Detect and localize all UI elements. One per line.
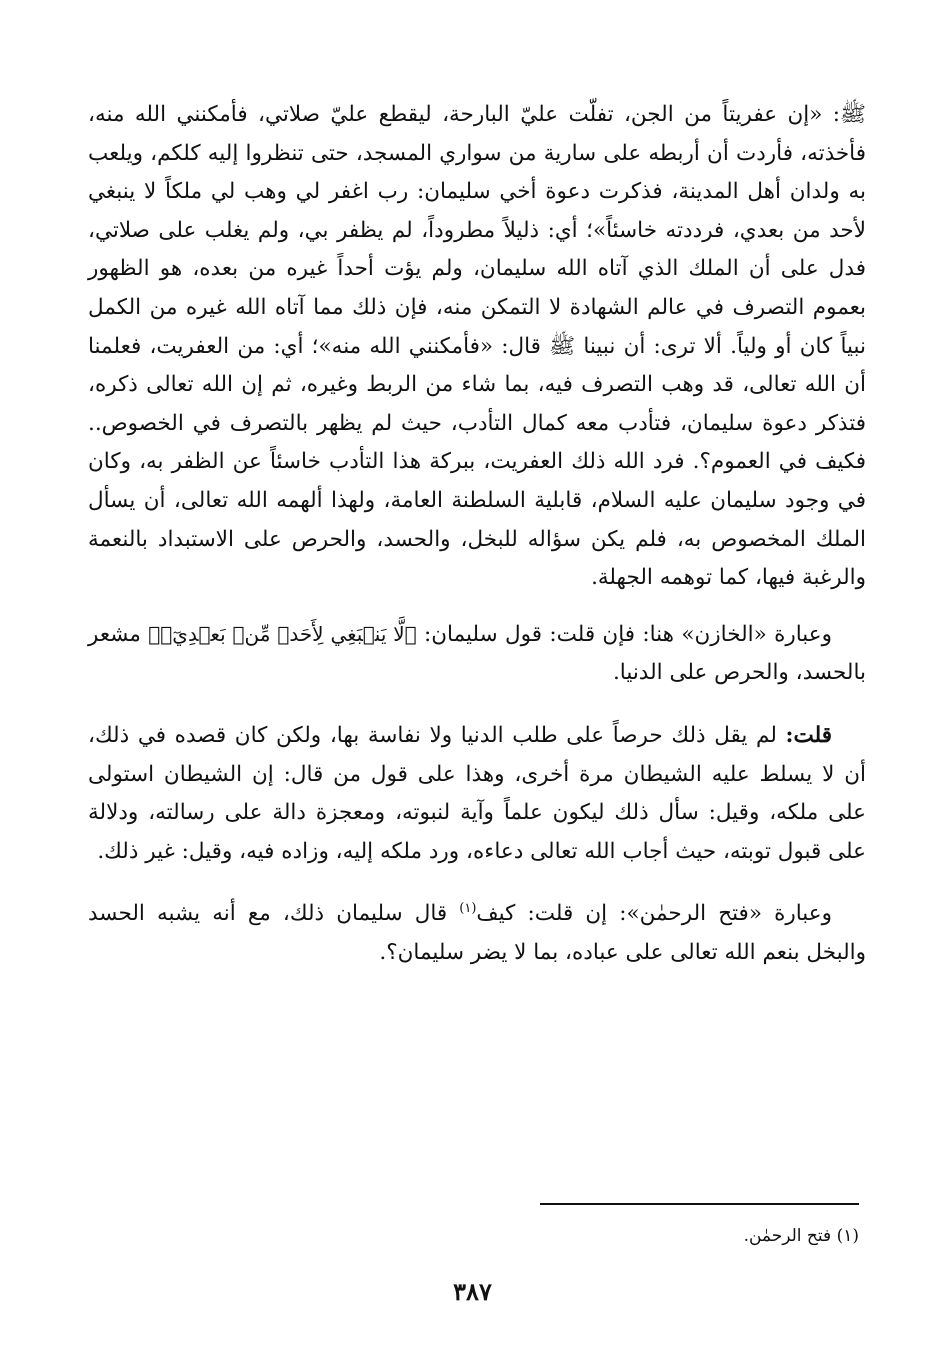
answer-text: لم يقل ذلك حرصاً على طلب الدنيا ولا نفاسة بها، ولكن كان قصده في ذلك، أن لا يسلط عليه الشيطان مرة أخرى، وهذا على قول من قال: إن الشيطان استولى على ملكه، وقيل: سأل ذلك ليكون علماً وآية لنبوته، ومعجزة دالة على رسالته، ودلالة على قبول توبته، حيث أجاب الله تعالى دعاءه، ورد ملكه إليه، وزاده فيه، وقيل: غير ذلك. bbox=[88, 722, 866, 864]
footnote-number: (١) bbox=[836, 1226, 859, 1246]
page-body bbox=[88, 96, 866, 972]
paragraph-khazin-text-before: وعبارة «الخازن» هنا: فإن قلت: قول سليمان: bbox=[416, 621, 833, 647]
footnote-separator bbox=[540, 1203, 859, 1205]
paragraph-khazin-quote bbox=[88, 615, 866, 693]
footnote bbox=[744, 1222, 859, 1250]
paragraph-khazin-text-after: مشعر بالحسد، والحرص على الدنيا. bbox=[88, 621, 866, 686]
quran-verse: ﴿لَّا يَنۢبَغِي لِأَحَدٖ مِّنۢ بَعۡدِيٓۖ﴾ bbox=[148, 621, 417, 646]
paragraph-fath-text-after: قال سليمان ذلك، مع أنه يشبه الحسد والبخل بنعم الله تعالى على عباده، بما لا يضر سليمان؟. bbox=[88, 901, 866, 965]
page-number: ٣٨٧ bbox=[453, 1277, 492, 1306]
footnote-reference[interactable]: (١) bbox=[459, 901, 477, 917]
paragraph-hadith-commentary: ﷺ: «إن عفريتاً من الجن، تفلّت عليّ البارحة، ليقطع عليّ صلاتي، فأمكنني الله منه، فأخذته، فأردت أن أربطه على سارية من سواري المسجد، حتى تنظروا إليه كلكم، ويلعب به ولدان أهل المدينة، فذكرت دعوة أخي سليمان: رب اغفر لي وهب لي ملكاً لا ينبغي لأحد من بعدي، فرددته خاسئاً»؛ أي: ذليلاً مطروداً، لم يظفر بي، ولم يغلب على صلاتي، فدل على أن الملك الذي آتاه الله سليمان، ولم يؤت أحداً غيره من بعده، هو الظهور بعموم التصرف في عالم الشهادة لا التمكن منه، فإن ذلك مما آتاه الله غيره من الكمل نبياً كان أو ولياً. ألا ترى: أن نبينا ﷺ قال: «فأمكنني الله منه»؛ أي: من العفريت، فعلمنا أن الله تعالى، قد وهب التصرف فيه، بما شاء من الربط وغيره، ثم إن الله تعالى ذكره، فتذكر دعوة سليمان، فتأدب معه كمال التأدب، حيث لم يظهر بالتصرف في الخصوص.. فكيف في العموم؟. فرد الله ذلك العفريت، ببركة هذا التأدب خاسئاً عن الظفر به، وكان في وجود سليمان عليه السلام، قابلية السلطنة العامة، ولهذا ألهمه الله تعالى، أن يسأل الملك المخصوص به، فلم يكن سؤاله للبخل، والحسد، والحرص على الاستبداد بالنعمة والرغبة فيها، كما توهمه الجهلة. bbox=[88, 102, 866, 591]
paragraph-answer bbox=[88, 717, 866, 871]
paragraph-fath-text-before: وعبارة «فتح الرحمٰن»: إن قلت: كيف bbox=[476, 901, 832, 927]
footnote-text: فتح الرحمٰن. bbox=[743, 1226, 832, 1246]
paragraph-fath-rahman bbox=[88, 895, 866, 972]
answer-lead-word: قلت: bbox=[785, 722, 832, 748]
